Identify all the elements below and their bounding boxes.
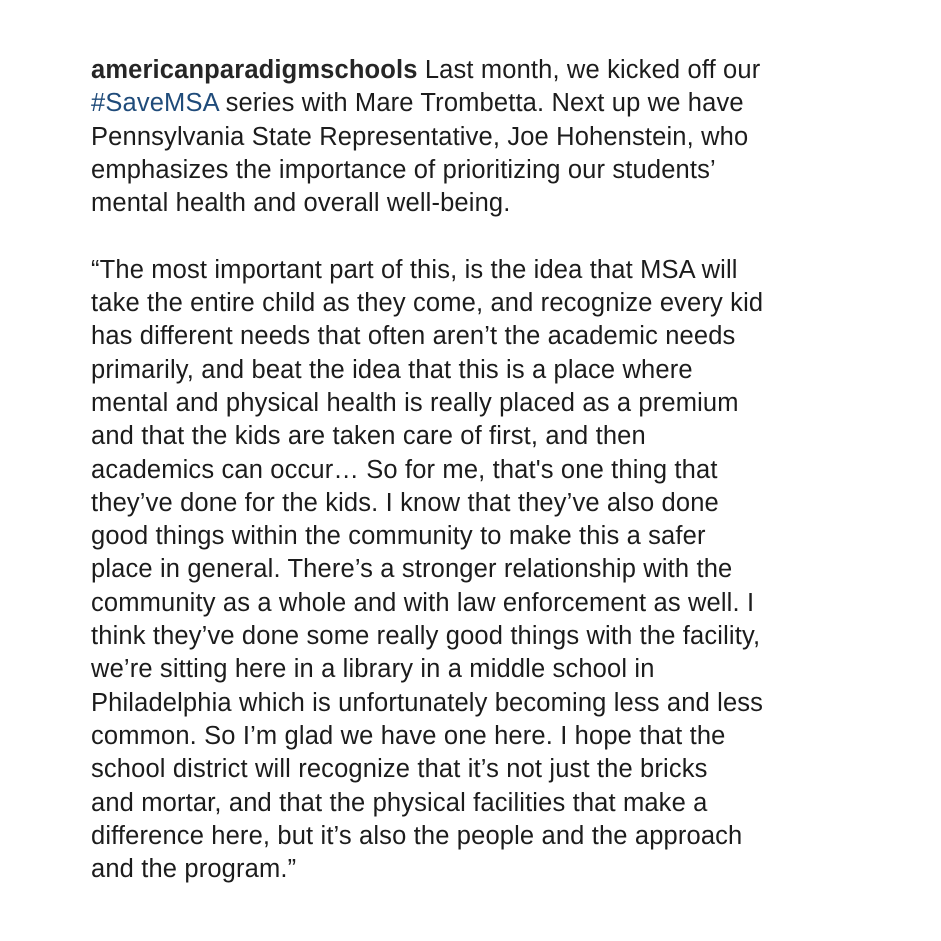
- username-link[interactable]: americanparadigmschools: [91, 56, 418, 84]
- quote-line: academics can occur… So for me, that's one thing that: [91, 455, 718, 484]
- quote-line: “The most important part of this, is the idea that MSA will: [91, 255, 738, 284]
- quote-line: and mortar, and that the physical facilities that make a: [91, 788, 708, 817]
- quote-paragraph: [91, 254, 891, 887]
- paragraph-gap: [91, 220, 891, 253]
- quote-line: good things within the community to make this a safer: [91, 522, 706, 551]
- quote-line: difference here, but it’s also the people and the approach: [91, 821, 743, 850]
- post-caption: [91, 54, 891, 886]
- quote-line: mental and physical health is really placed as a premium: [91, 388, 739, 417]
- quote-line: community as a whole and with law enforcement as well. I: [91, 588, 755, 617]
- quote-line: think they’ve done some really good things with the facility,: [91, 622, 761, 651]
- caption-text: series with Mare Trombetta. Next up we have: [218, 89, 744, 118]
- caption-line: emphasizes the importance of prioritizing our students’: [91, 155, 716, 184]
- quote-line: Philadelphia which is unfortunately becoming less and less: [91, 688, 764, 717]
- caption-text: Last month, we kicked off our: [417, 56, 761, 84]
- caption-line: [91, 87, 891, 120]
- hashtag-link[interactable]: #SaveMSA: [91, 89, 219, 118]
- quote-line: place in general. There’s a stronger relationship with the: [91, 555, 733, 584]
- quote-line: primarily, and beat the idea that this is a place where: [91, 355, 693, 384]
- caption-line: [91, 54, 891, 87]
- caption-line: mental health and overall well-being.: [91, 189, 511, 218]
- quote-line: they’ve done for the kids. I know that they’ve also done: [91, 488, 719, 517]
- quote-line: and that the kids are taken care of first, and then: [91, 422, 646, 451]
- quote-line: take the entire child as they come, and recognize every kid: [91, 289, 764, 318]
- quote-line: common. So I’m glad we have one here. I hope that the: [91, 721, 726, 750]
- quote-line: and the program.”: [91, 855, 297, 884]
- quote-line: has different needs that often aren’t the academic needs: [91, 322, 736, 351]
- quote-line: school district will recognize that it’s not just the bricks: [91, 755, 708, 784]
- caption-line: Pennsylvania State Representative, Joe Hohenstein, who: [91, 122, 749, 151]
- quote-line: we’re sitting here in a library in a middle school in: [91, 655, 655, 684]
